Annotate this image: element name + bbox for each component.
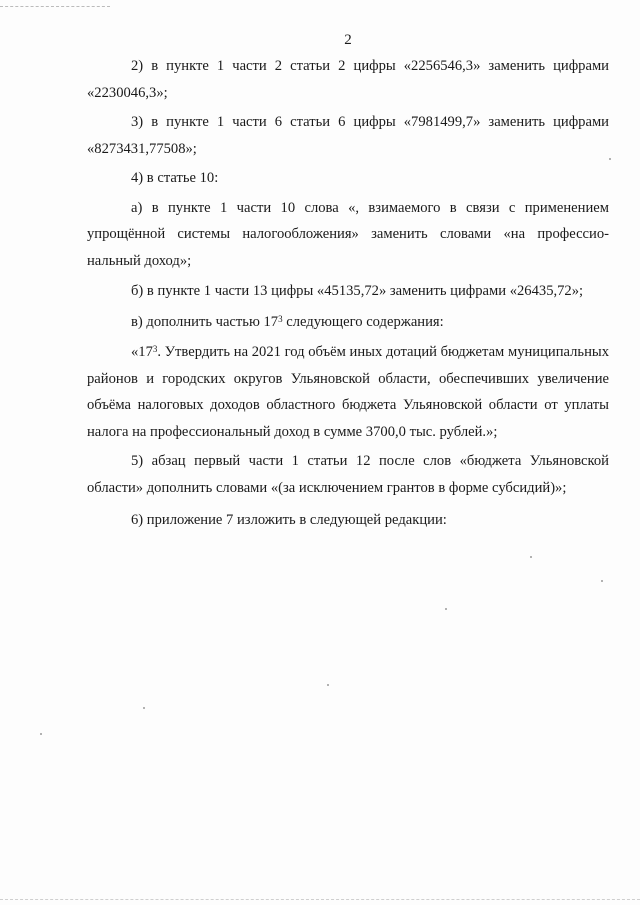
paragraph-item-2: 2) в пункте 1 части 2 статьи 2 цифры «2256546,3» заменить цифрами «2230046,3»; xyxy=(87,58,609,101)
scan-speck xyxy=(530,556,532,558)
superscript: 3 xyxy=(278,313,283,324)
scan-artifact-top xyxy=(0,6,110,8)
paragraph-subitem-v xyxy=(87,309,609,336)
paragraph-subitem-b: б) в пункте 1 части 13 цифры «45135,72» заменить цифрами «26435,72»; xyxy=(131,283,584,299)
page-number: 2 xyxy=(344,32,352,48)
paragraph-subitem-v-after: следующего содержания: xyxy=(282,313,444,330)
paragraph-item-3: 3) в пункте 1 части 6 статьи 6 цифры «7981499,7» заменить цифрами «8273431,77508»; xyxy=(87,114,609,157)
document-body xyxy=(87,52,609,534)
paragraph-item-4: 4) в статье 10: xyxy=(131,170,219,186)
paragraph-part-17-3 xyxy=(87,339,609,445)
scan-speck xyxy=(609,158,611,160)
paragraph-part-17-3-after: . Утвердить на 2021 год объём иных дотаций бюджетам муниципальных районов и городских округов Ульяновской области, обеспечивших увеличение объёма налоговых доходов областного бюджета Ульяновской области от уплаты налога на профессиональный доход в сумме 3700,0 тыс. рублей.»; xyxy=(87,344,609,440)
superscript: 3 xyxy=(152,344,158,354)
paragraph-subitem-a: а) в пункте 1 части 10 слова «, взимаемого в связи с применением упрощённой системы налогообложения» заменить словами «на профессио-нальный доход»; xyxy=(87,199,609,269)
scan-speck xyxy=(445,608,447,610)
scan-speck xyxy=(143,707,145,709)
scan-speck xyxy=(327,684,329,686)
scan-speck xyxy=(40,733,42,735)
paragraph-item-6: 6) приложение 7 изложить в следующей редакции: xyxy=(131,512,447,528)
paragraph-part-17-3-before: «17 xyxy=(131,344,153,360)
paragraph-item-5: 5) абзац первый части 1 статьи 12 после слов «бюджета Ульяновской области» дополнить словами «(за исключением грантов в форме субсидий)»; xyxy=(87,453,609,496)
scan-speck xyxy=(601,580,603,582)
paragraph-subitem-v-before: в) дополнить частью 17 xyxy=(131,313,279,330)
scan-artifact-bottom xyxy=(0,899,640,901)
